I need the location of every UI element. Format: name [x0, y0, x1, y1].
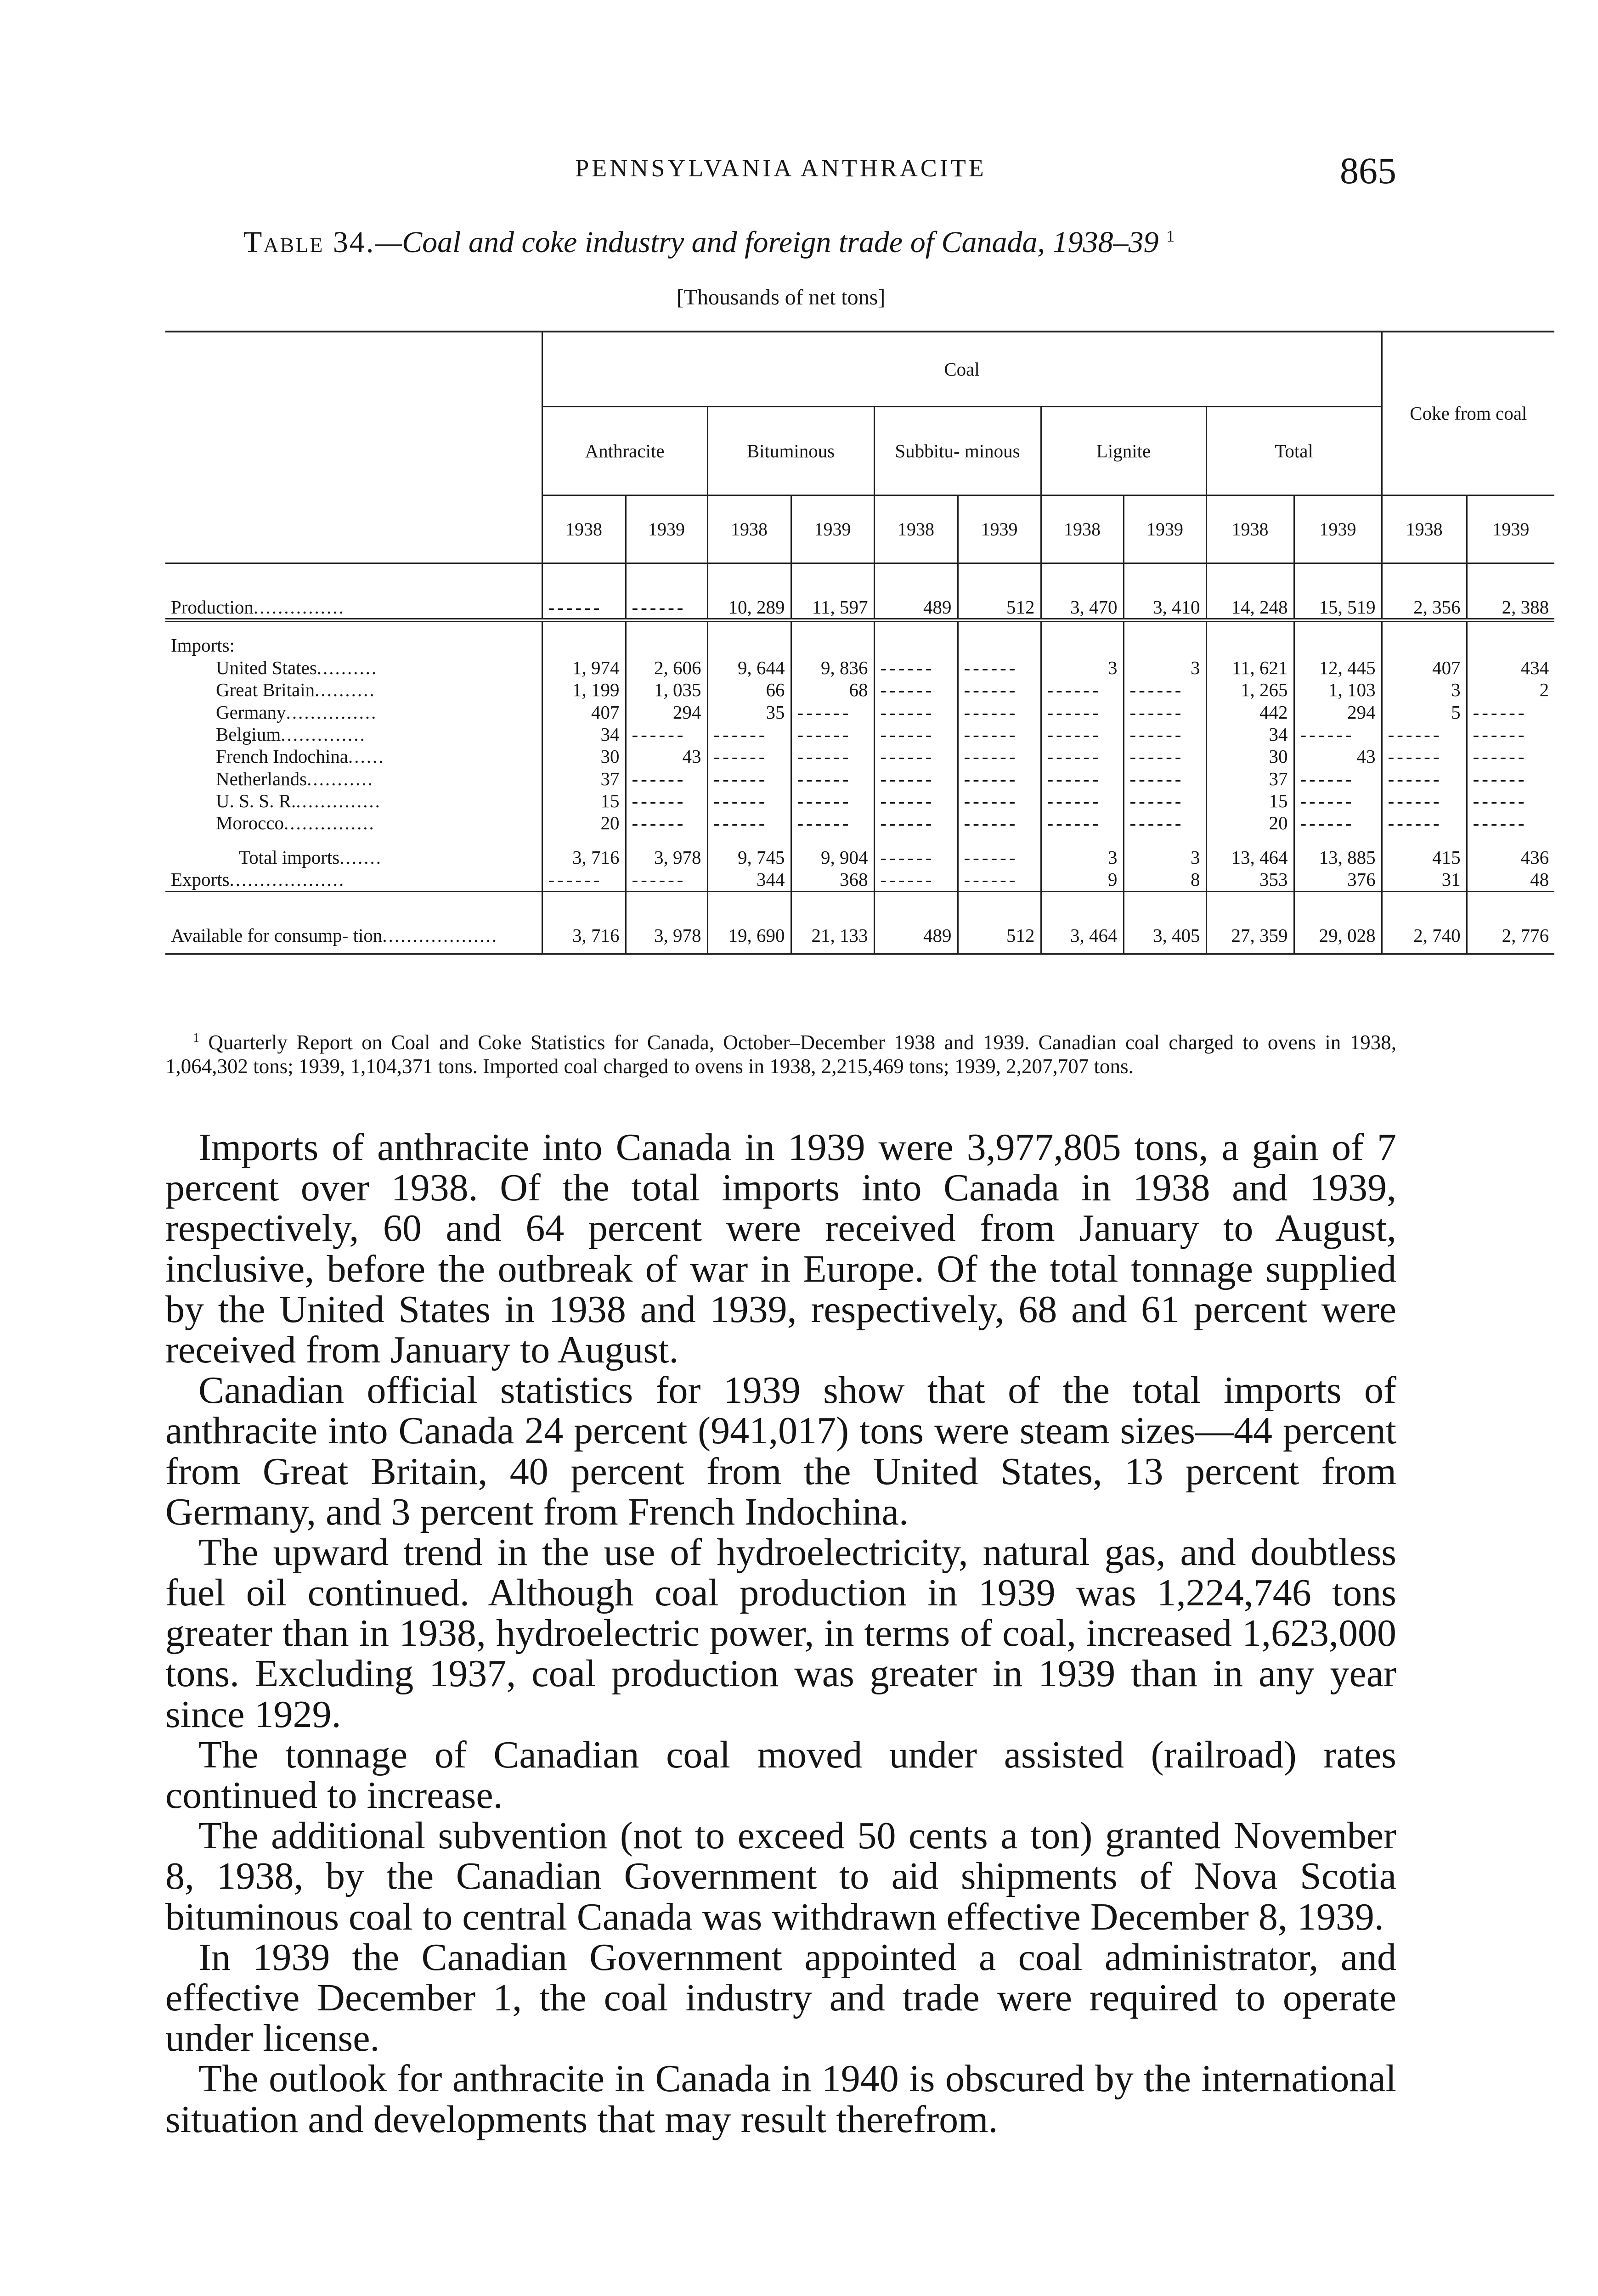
table-cell: 20: [542, 812, 626, 834]
table-cell: ------: [874, 745, 958, 767]
row-label: [165, 790, 542, 812]
paragraph: Canadian official statistics for 1939 show that of the total imports of anthracite into Canada 24 percent (941,017) tons were steam sizes—44 percent from Great Britain, 40 percent from the United States, 13 percent from Germany, and 3 percent from French Indochina.: [165, 1369, 1396, 1533]
table-cell: ------: [1382, 745, 1467, 767]
row-imports-heading: [165, 634, 1554, 656]
table-cell: 31: [1382, 868, 1467, 891]
table-cell: 3: [1124, 657, 1206, 679]
table-cell: 37: [1206, 768, 1294, 790]
footnote-text: Quarterly Report on Coal and Coke Statistics for Canada, October–December 1938 and 1939. Canadian coal charged to ovens in 1938, 1,064,302 tons; 1939, 1,104,371 tons. Imported coal charged to ovens in 1938, 2,215,469 tons; 1939, 2,207,707 tons.: [165, 1031, 1396, 1078]
row-label-text: Exports: [171, 869, 230, 890]
table-cell: ------: [958, 790, 1041, 812]
row-label: [165, 868, 542, 891]
table-cell: 2, 606: [626, 657, 707, 679]
spacer-row: [165, 620, 1554, 635]
table-cell: 20: [1206, 812, 1294, 834]
table-cell: 3, 405: [1124, 891, 1206, 954]
table-cell: 9, 904: [791, 846, 874, 868]
table-cell: 3, 464: [1041, 891, 1124, 954]
table-cell: 13, 885: [1294, 846, 1382, 868]
table-cell: ------: [1294, 723, 1382, 745]
row-leader: ...................: [382, 924, 498, 946]
table-cell: 9, 745: [707, 846, 791, 868]
header-total: Total: [1206, 407, 1382, 495]
imports-heading: Imports:: [171, 635, 235, 656]
table-footnote-ref: 1: [1166, 227, 1175, 245]
table-cell: ------: [874, 790, 958, 812]
table-cell: ------: [958, 768, 1041, 790]
table-cell: 3: [1382, 679, 1467, 701]
table-cell: 11, 597: [791, 563, 874, 620]
table-cell: ------: [791, 812, 874, 834]
table-cell: 512: [958, 891, 1041, 954]
table-cell: 48: [1467, 868, 1554, 891]
row-label-text: U. S. S. R.: [216, 790, 296, 811]
row-leader: ..............: [296, 790, 381, 811]
table-cell: 19, 690: [707, 891, 791, 954]
table-label: Table 34.: [243, 225, 375, 259]
row-label-text: Germany: [216, 701, 286, 723]
row-available-for-consumption: [165, 891, 1554, 954]
table-cell: ------: [1041, 701, 1124, 723]
row-morocco: [165, 812, 1554, 834]
table-cell: ------: [791, 790, 874, 812]
row-label-text: French Indochina: [216, 746, 349, 767]
table-cell: ------: [1294, 768, 1382, 790]
row-label: [165, 891, 542, 954]
table-cell: ------: [626, 790, 707, 812]
table-cell: 1, 035: [626, 679, 707, 701]
row-label-text: Total imports: [239, 846, 340, 868]
row-label: [165, 723, 542, 745]
table-cell: 368: [791, 868, 874, 891]
row-leader: ...............: [253, 597, 345, 618]
row-label-text: Production: [171, 597, 254, 618]
table-cell: ------: [1467, 768, 1554, 790]
table-cell: 489: [874, 891, 958, 954]
table-cell: ------: [958, 745, 1041, 767]
table-cell: 9: [1041, 868, 1124, 891]
table-cell: ------: [1467, 812, 1554, 834]
table-cell: 37: [542, 768, 626, 790]
table-cell: 1, 103: [1294, 679, 1382, 701]
row-label-text: Belgium: [216, 723, 281, 745]
table-cell: ------: [1041, 790, 1124, 812]
table-cell: 68: [791, 679, 874, 701]
row-total-imports: [165, 846, 1554, 868]
table-cell: 14, 248: [1206, 563, 1294, 620]
table-cell: 1, 199: [542, 679, 626, 701]
table-cell: 442: [1206, 701, 1294, 723]
paragraph: The outlook for anthracite in Canada in 1940 is obscured by the international situation and developments that may result therefrom.: [165, 2057, 1396, 2141]
table-cell: ------: [791, 768, 874, 790]
table-cell: ------: [1294, 812, 1382, 834]
paragraph: The upward trend in the use of hydroelectricity, natural gas, and doubtless fuel oil continued. Although coal production in 1939 was 1,224,746 tons greater than in 1938, hydroelectric power, in terms of coal, increased 1,623,000 tons. Excluding 1937, coal production was greater in 1939 than in any year since 1929.: [165, 1531, 1396, 1736]
year-header: 1939: [1124, 495, 1206, 563]
table-cell: ------: [707, 768, 791, 790]
table-cell: 29, 028: [1294, 891, 1382, 954]
table-cell: 34: [542, 723, 626, 745]
table-cell: 1, 974: [542, 657, 626, 679]
body-text: [165, 1127, 1396, 2140]
coal-trade-table: [165, 331, 1554, 955]
table-cell: ------: [1467, 723, 1554, 745]
table-cell: 3: [1041, 846, 1124, 868]
footnote-marker: 1: [193, 1031, 199, 1045]
table-cell: ------: [1041, 745, 1124, 767]
header-subbituminous: Subbitu- minous: [874, 407, 1041, 495]
row-leader: ......: [348, 746, 385, 767]
paragraph: Imports of anthracite into Canada in 1939 were 3,977,805 tons, a gain of 7 percent over 1938. Of the total imports into Canada in 1938 and 1939, respectively, 60 and 64 percent were received from January to August, inclusive, before the outbreak of war in Europe. Of the total tonnage supplied by the United States in 1938 and 1939, respectively, 68 and 61 percent were received from January to August.: [165, 1126, 1396, 1371]
table-cell: ------: [707, 790, 791, 812]
row-label-text: Morocco: [216, 812, 284, 834]
row-label-text: Available for consump- tion: [171, 924, 383, 946]
paragraph: The tonnage of Canadian coal moved under assisted (railroad) rates continued to increase.: [165, 1733, 1396, 1817]
table-cell: ------: [626, 563, 707, 620]
table-cell: 30: [1206, 745, 1294, 767]
table-cell: ------: [707, 723, 791, 745]
table-body: [165, 563, 1554, 954]
table-cell: ------: [1124, 790, 1206, 812]
table-cell: ------: [874, 679, 958, 701]
row-leader: ..............: [281, 723, 366, 745]
table-cell: 3: [1124, 846, 1206, 868]
table-cell: 43: [626, 745, 707, 767]
table-cell: 27, 359: [1206, 891, 1294, 954]
row-germany: [165, 701, 1554, 723]
table-cell: 376: [1294, 868, 1382, 891]
table-cell: 2: [1467, 679, 1554, 701]
table-title: —Coal and coke industry and foreign trade of Canada, 1938–39: [375, 225, 1159, 259]
table-cell: ------: [1041, 768, 1124, 790]
table-cell: ------: [707, 812, 791, 834]
table-cell: ------: [1467, 745, 1554, 767]
header-bituminous: Bituminous: [707, 407, 874, 495]
row-ussr: [165, 790, 1554, 812]
table-cell: ------: [874, 868, 958, 891]
table-cell: 66: [707, 679, 791, 701]
row-label-text: United States: [216, 657, 317, 678]
row-leader: ..........: [316, 657, 378, 678]
table-cell: 30: [542, 745, 626, 767]
table-cell: 9, 836: [791, 657, 874, 679]
table-cell: 2, 776: [1467, 891, 1554, 954]
year-header: 1938: [707, 495, 791, 563]
table-cell: 15: [1206, 790, 1294, 812]
header-lignite: Lignite: [1041, 407, 1206, 495]
table-cell: ------: [1124, 768, 1206, 790]
header-coal: Coal: [542, 332, 1382, 407]
table-cell: ------: [626, 868, 707, 891]
row-leader: ...............: [286, 701, 378, 723]
table-cell: 15: [542, 790, 626, 812]
row-label: [165, 701, 542, 723]
table-cell: 3, 716: [542, 846, 626, 868]
table-cell: ------: [1124, 745, 1206, 767]
row-production: [165, 563, 1554, 620]
table-caption: [243, 225, 1392, 260]
table-cell: ------: [1382, 768, 1467, 790]
table-cell: 12, 445: [1294, 657, 1382, 679]
table-cell: 9, 644: [707, 657, 791, 679]
table-cell: ------: [1382, 723, 1467, 745]
row-great-britain: [165, 679, 1554, 701]
table-cell: 489: [874, 563, 958, 620]
table-cell: 15, 519: [1294, 563, 1382, 620]
header-anthracite: Anthracite: [542, 407, 707, 495]
row-belgium: [165, 723, 1554, 745]
table-cell: 2, 388: [1467, 563, 1554, 620]
row-united-states: [165, 657, 1554, 679]
table-cell: ------: [958, 723, 1041, 745]
table-cell: ------: [1382, 812, 1467, 834]
table-cell: ------: [542, 563, 626, 620]
table-cell: 8: [1124, 868, 1206, 891]
table-cell: 1, 265: [1206, 679, 1294, 701]
row-label: [165, 768, 542, 790]
row-label: [165, 745, 542, 767]
running-title: PENNSYLVANIA ANTHRACITE: [575, 154, 987, 182]
table-cell: 294: [1294, 701, 1382, 723]
table-cell: ------: [1124, 679, 1206, 701]
table-cell: ------: [626, 723, 707, 745]
row-leader: ...........: [307, 768, 374, 789]
row-label: [165, 657, 542, 679]
table-cell: 3, 978: [626, 846, 707, 868]
table-cell: ------: [626, 812, 707, 834]
table-cell: ------: [874, 846, 958, 868]
table-cell: 415: [1382, 846, 1467, 868]
table-cell: 434: [1467, 657, 1554, 679]
row-label-text: Great Britain: [216, 679, 315, 701]
table-cell: ------: [1124, 812, 1206, 834]
table-cell: ------: [958, 657, 1041, 679]
row-label: [165, 563, 542, 620]
table-cell: ------: [1467, 790, 1554, 812]
table-cell: 3, 470: [1041, 563, 1124, 620]
stub-header: [165, 332, 542, 563]
year-header: 1938: [874, 495, 958, 563]
year-header: 1938: [1041, 495, 1124, 563]
table-unit-note: [Thousands of net tons]: [676, 285, 886, 310]
table-cell: ------: [1382, 790, 1467, 812]
table-cell: ------: [874, 812, 958, 834]
table-cell: 3, 978: [626, 891, 707, 954]
table-cell: ------: [1294, 790, 1382, 812]
table-cell: 407: [542, 701, 626, 723]
table-cell: ------: [1467, 701, 1554, 723]
table-cell: ------: [1041, 723, 1124, 745]
table-cell: ------: [874, 768, 958, 790]
table-cell: ------: [1124, 701, 1206, 723]
paragraph: The additional subvention (not to exceed 50 cents a ton) granted November 8, 1938, by the Canadian Government to aid shipments of Nova Scotia bituminous coal to central Canada was withdrawn effective December 8, 1939.: [165, 1814, 1396, 1938]
table-cell: ------: [626, 768, 707, 790]
table-cell: 407: [1382, 657, 1467, 679]
table-cell: ------: [707, 745, 791, 767]
table-cell: ------: [791, 745, 874, 767]
year-header: 1938: [1206, 495, 1294, 563]
year-header: 1939: [791, 495, 874, 563]
table-cell: 13, 464: [1206, 846, 1294, 868]
table-cell: ------: [791, 723, 874, 745]
table-cell: 294: [626, 701, 707, 723]
table-cell: ------: [874, 657, 958, 679]
row-leader: ..........: [315, 679, 376, 701]
table-cell: ------: [958, 812, 1041, 834]
header-coke-from-coal: Coke from coal: [1382, 332, 1554, 495]
table-footnote: [165, 1031, 1396, 1079]
running-head: [165, 149, 1396, 191]
table-cell: ------: [1041, 812, 1124, 834]
table-cell: 3, 410: [1124, 563, 1206, 620]
row-exports: [165, 868, 1554, 891]
table-cell: 344: [707, 868, 791, 891]
table-cell: 436: [1467, 846, 1554, 868]
table-cell: 3, 716: [542, 891, 626, 954]
table-cell: 512: [958, 563, 1041, 620]
year-header: 1938: [1382, 495, 1467, 563]
year-header: 1939: [958, 495, 1041, 563]
year-header: 1939: [1294, 495, 1382, 563]
table-cell: 2, 740: [1382, 891, 1467, 954]
spacer-row: [165, 834, 1554, 846]
row-leader: ...................: [229, 869, 345, 890]
year-header: 1939: [626, 495, 707, 563]
table-cell: ------: [958, 868, 1041, 891]
table-cell: 35: [707, 701, 791, 723]
table-cell: 2, 356: [1382, 563, 1467, 620]
table-cell: ------: [1041, 679, 1124, 701]
table-cell: 11, 621: [1206, 657, 1294, 679]
table-cell: 43: [1294, 745, 1382, 767]
row-leader: ...............: [284, 812, 375, 834]
row-label-text: Netherlands: [216, 768, 307, 789]
table-cell: ------: [958, 701, 1041, 723]
table-cell: ------: [874, 723, 958, 745]
row-label: [165, 846, 542, 868]
table-cell: 10, 289: [707, 563, 791, 620]
table-cell: 3: [1041, 657, 1124, 679]
table-cell: 34: [1206, 723, 1294, 745]
header-row-groups: [165, 332, 1554, 407]
paragraph: In 1939 the Canadian Government appointed a coal administrator, and effective December 1, the coal industry and trade were required to operate under license.: [165, 1936, 1396, 2060]
row-french-indochina: [165, 745, 1554, 767]
page-number: 865: [1340, 150, 1396, 191]
table-cell: 5: [1382, 701, 1467, 723]
row-leader: .......: [339, 846, 382, 868]
row-label: [165, 679, 542, 701]
table-cell: 21, 133: [791, 891, 874, 954]
table-cell: ------: [874, 701, 958, 723]
year-header: 1938: [542, 495, 626, 563]
year-header: 1939: [1467, 495, 1554, 563]
table-cell: 353: [1206, 868, 1294, 891]
table-cell: ------: [791, 701, 874, 723]
table-cell: ------: [542, 868, 626, 891]
row-netherlands: [165, 768, 1554, 790]
table-cell: ------: [958, 679, 1041, 701]
table-cell: ------: [958, 846, 1041, 868]
table-cell: ------: [1124, 723, 1206, 745]
row-label: [165, 812, 542, 834]
